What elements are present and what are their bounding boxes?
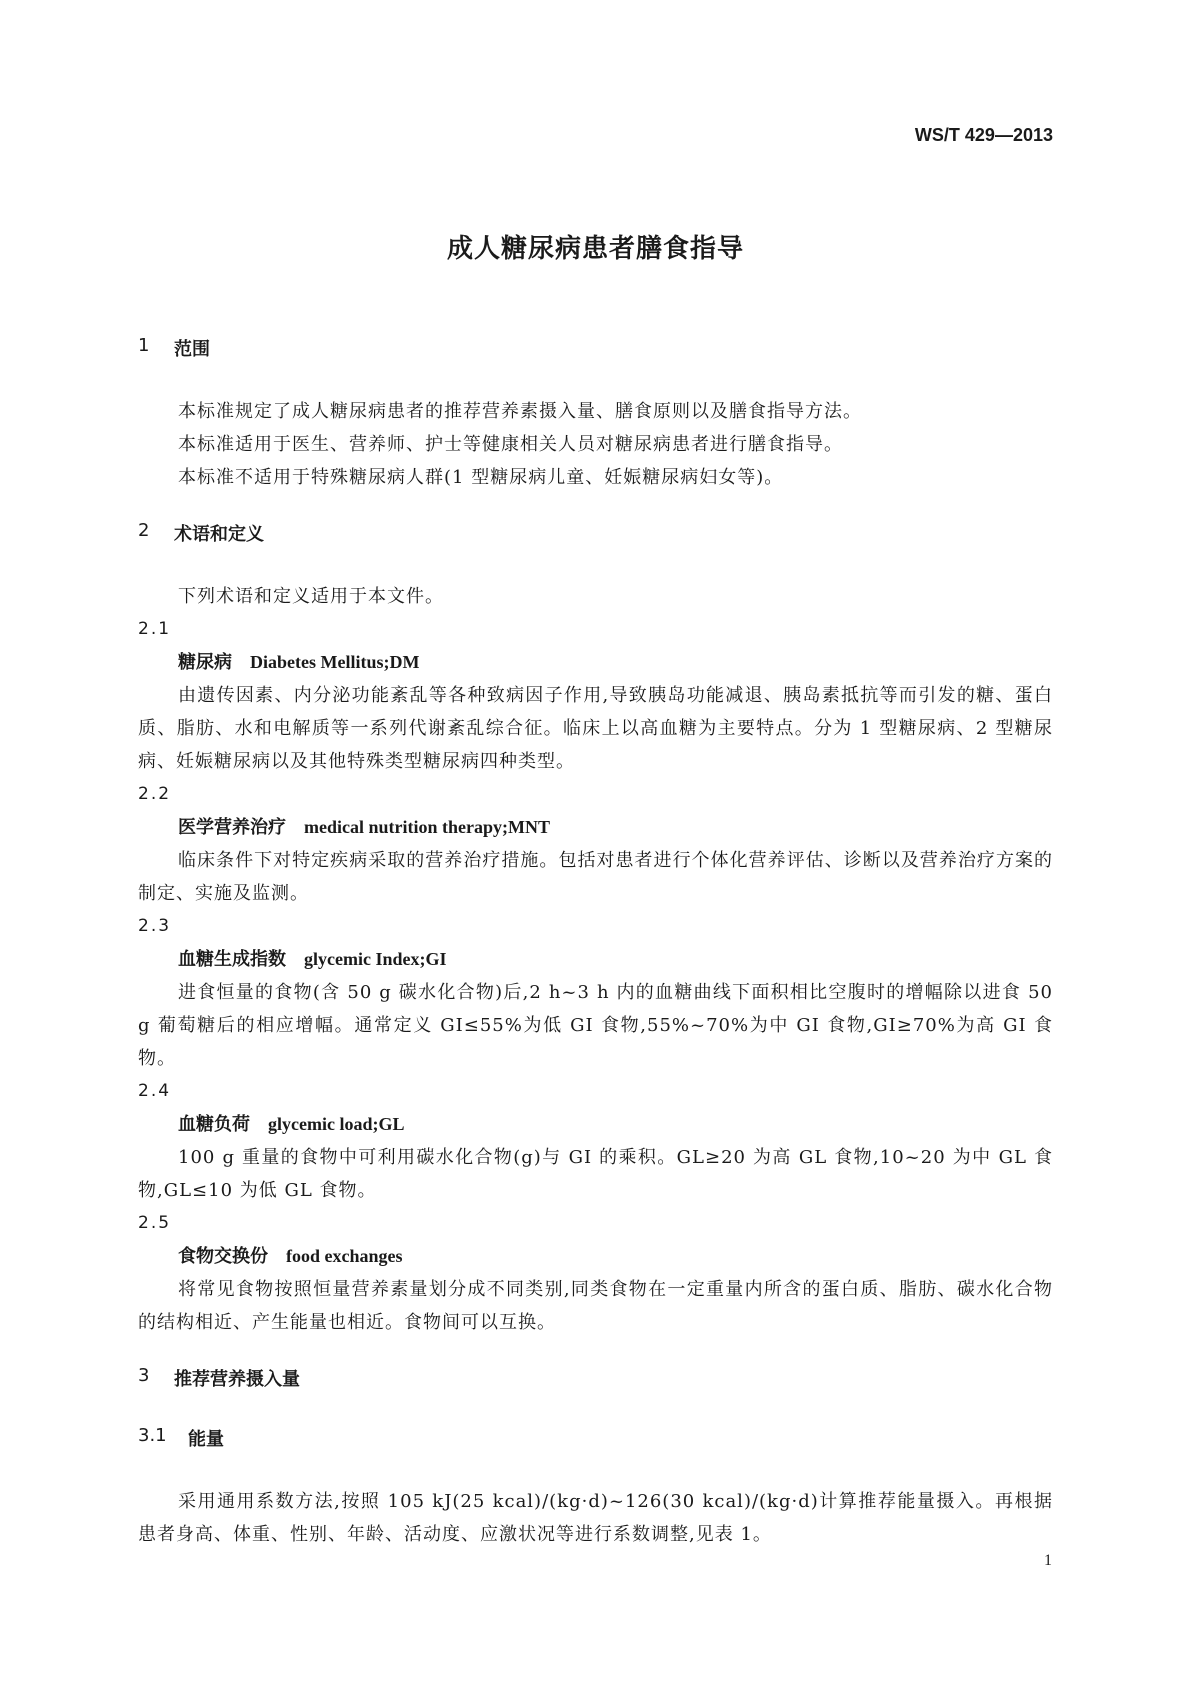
section-title: 术语和定义 — [174, 524, 264, 545]
energy-paragraph: 采用通用系数方法,按照 105 kJ(25 kcal)/(kg·d)~126(30 kcal)/(kg·d)计算推荐能量摄入。再根据患者身高、体重、性别、年龄、活动度、应激状况等进行系数调整,见表 1。 — [138, 1491, 1053, 1545]
terms-intro: 下列术语和定义适用于本文件。 — [178, 586, 444, 607]
term-zh: 血糖负荷 — [178, 1114, 250, 1135]
term-number: 2.2 — [138, 784, 172, 804]
scope-paragraph-1: 本标准规定了成人糖尿病患者的推荐营养素摄入量、膳食原则以及膳食指导方法。 — [178, 401, 862, 422]
term-2-5 — [138, 1207, 1053, 1339]
term-heading — [138, 1108, 1053, 1141]
subsection-number: 3.1 — [138, 1425, 167, 1446]
section-2-heading — [138, 520, 1053, 546]
standard-code: WS/T 429—2013 — [914, 125, 1053, 145]
term-heading — [138, 1240, 1053, 1273]
subsection-3-1-heading — [138, 1425, 1053, 1451]
term-en: glycemic load;GL — [268, 1114, 405, 1134]
term-2-2 — [138, 778, 1053, 910]
term-definition: 100 g 重量的食物中可利用碳水化合物(g)与 GI 的乘积。GL≥20 为高 GL 食物,10~20 为中 GL 食物,GL≤10 为低 GL 食物。 — [138, 1147, 1053, 1201]
section-3-heading — [138, 1365, 1053, 1391]
term-number: 2.4 — [138, 1081, 172, 1101]
term-2-3 — [138, 910, 1053, 1075]
section-1-heading — [138, 335, 1053, 361]
document-title: 成人糖尿病患者膳食指导 — [446, 234, 744, 264]
subsection-title: 能量 — [188, 1429, 224, 1450]
section-number: 2 — [138, 520, 150, 541]
term-heading — [138, 811, 1053, 844]
page-number: 1 — [1044, 1552, 1052, 1569]
term-definition: 将常见食物按照恒量营养素量划分成不同类别,同类食物在一定重量内所含的蛋白质、脂肪、碳水化合物的结构相近、产生能量也相近。食物间可以互换。 — [138, 1279, 1053, 1333]
section-title: 推荐营养摄入量 — [174, 1369, 300, 1390]
scope-paragraph-2: 本标准适用于医生、营养师、护士等健康相关人员对糖尿病患者进行膳食指导。 — [178, 434, 843, 455]
term-2-4 — [138, 1075, 1053, 1207]
term-definition: 由遗传因素、内分泌功能紊乱等各种致病因子作用,导致胰岛功能减退、胰岛素抵抗等而引发的糖、蛋白质、脂肪、水和电解质等一系列代谢紊乱综合征。临床上以高血糖为主要特点。分为 1 型糖尿病、2 型糖尿病、妊娠糖尿病以及其他特殊类型糖尿病四种类型。 — [138, 685, 1053, 772]
term-number: 2.3 — [138, 916, 172, 936]
term-en: food exchanges — [286, 1246, 403, 1266]
section-title: 范围 — [174, 339, 210, 360]
term-definition: 临床条件下对特定疾病采取的营养治疗措施。包括对患者进行个体化营养评估、诊断以及营养治疗方案的制定、实施及监测。 — [138, 850, 1053, 904]
term-en: Diabetes Mellitus;DM — [250, 652, 420, 672]
term-zh: 食物交换份 — [178, 1246, 268, 1267]
term-zh: 血糖生成指数 — [178, 949, 286, 970]
term-en: glycemic Index;GI — [304, 949, 447, 969]
scope-paragraph-3: 本标准不适用于特殊糖尿病人群(1 型糖尿病儿童、妊娠糖尿病妇女等)。 — [178, 467, 784, 488]
document-body — [138, 335, 1053, 1551]
term-zh: 医学营养治疗 — [178, 817, 286, 838]
term-zh: 糖尿病 — [178, 652, 232, 673]
term-definition: 进食恒量的食物(含 50 g 碳水化合物)后,2 h~3 h 内的血糖曲线下面积相比空腹时的增幅除以进食 50 g 葡萄糖后的相应增幅。通常定义 GI≤55%为低 GI 食物,55%~70%为中 GI 食物,GI≥70%为高 GI 食物。 — [138, 982, 1053, 1069]
term-heading — [138, 943, 1053, 976]
term-heading — [138, 646, 1053, 679]
term-2-1 — [138, 613, 1053, 778]
term-number: 2.5 — [138, 1213, 172, 1233]
term-en: medical nutrition therapy;MNT — [304, 817, 550, 837]
section-number: 1 — [138, 335, 150, 356]
term-number: 2.1 — [138, 619, 172, 639]
section-number: 3 — [138, 1365, 150, 1386]
